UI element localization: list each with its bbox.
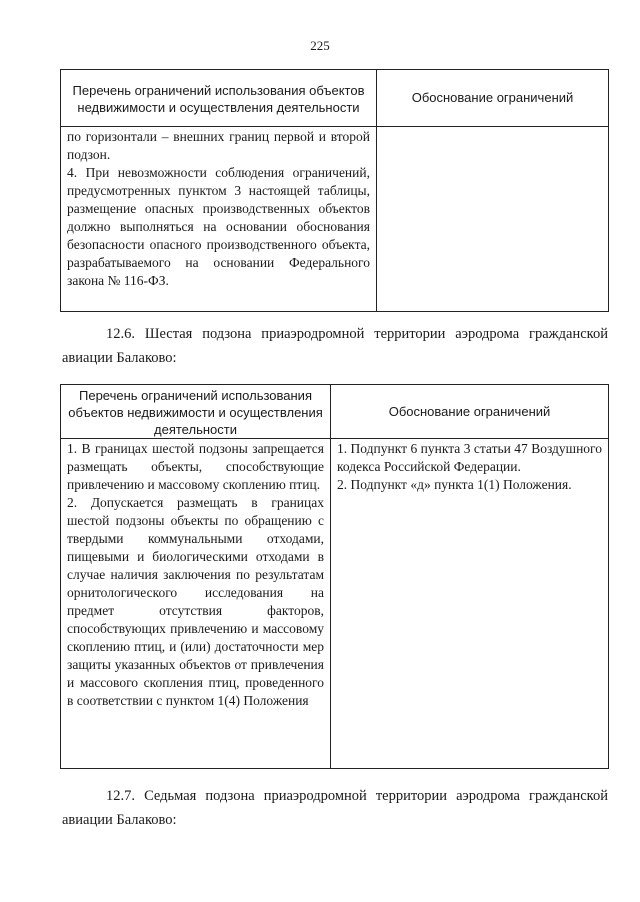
section-12-6-heading: 12.6. Шестая подзона приаэродромной территории аэродрома гражданской авиации Балаково: [62, 326, 608, 366]
restrictions-cell [61, 127, 377, 312]
restriction-paragraph: по горизонтали – внешних границ первой и второй подзон. [67, 129, 370, 162]
section-12-7-heading: 12.7. Седьмая подзона приаэродромной территории аэродрома гражданской авиации Балаково: [62, 788, 608, 828]
header-restrictions-list: Перечень ограничений использования объектов недвижимости и осуществления деятельности [61, 385, 331, 439]
table-row [61, 439, 609, 769]
justification-cell [377, 127, 609, 312]
justification-paragraph: 1. Подпункт 6 пункта 3 статьи 47 Воздушного кодекса Российской Федерации. [337, 441, 602, 474]
restrictions-cell [61, 439, 331, 769]
restrictions-table-continued [60, 69, 609, 312]
header-justification: Обоснование ограничений [377, 70, 609, 127]
justification-paragraph: 2. Подпункт «д» пункта 1(1) Положения. [337, 477, 572, 492]
table-row [61, 127, 609, 312]
table-header-row [61, 70, 609, 127]
sixth-subzone-table [60, 384, 609, 769]
restriction-paragraph: 4. При невозможности соблюдения ограничений, предусмотренных пунктом 3 настоящей таблицы, размещение опасных производственных объектов должно выполняться на основании обоснования безопасности опасного производственного объекта, разрабатываемого на основании Федерального закона № 116-ФЗ. [67, 165, 370, 288]
header-restrictions-list: Перечень ограничений использования объектов недвижимости и осуществления деятельности [61, 70, 377, 127]
header-justification: Обоснование ограничений [331, 385, 609, 439]
restriction-paragraph: 2. Допускается размещать в границах шестой подзоны объекты по обращению с твердыми коммунальными отходами, пищевыми и биологическими отходами в случае наличия заключения по результатам орнитологического исследования на предмет отсутствия факторов, способствующих привлечению и массовому скоплению птиц, и (или) достаточности мер защиты указанных объектов от привлечения и массового скопления птиц, проведенного в соответствии с пунктом 1(4) Положения [67, 495, 324, 708]
page-number: 225 [310, 38, 330, 53]
justification-cell [331, 439, 609, 769]
restriction-paragraph: 1. В границах шестой подзоны запрещается размещать объекты, способствующие привлечению и массовому скоплению птиц. [67, 441, 324, 492]
table-header-row [61, 385, 609, 439]
